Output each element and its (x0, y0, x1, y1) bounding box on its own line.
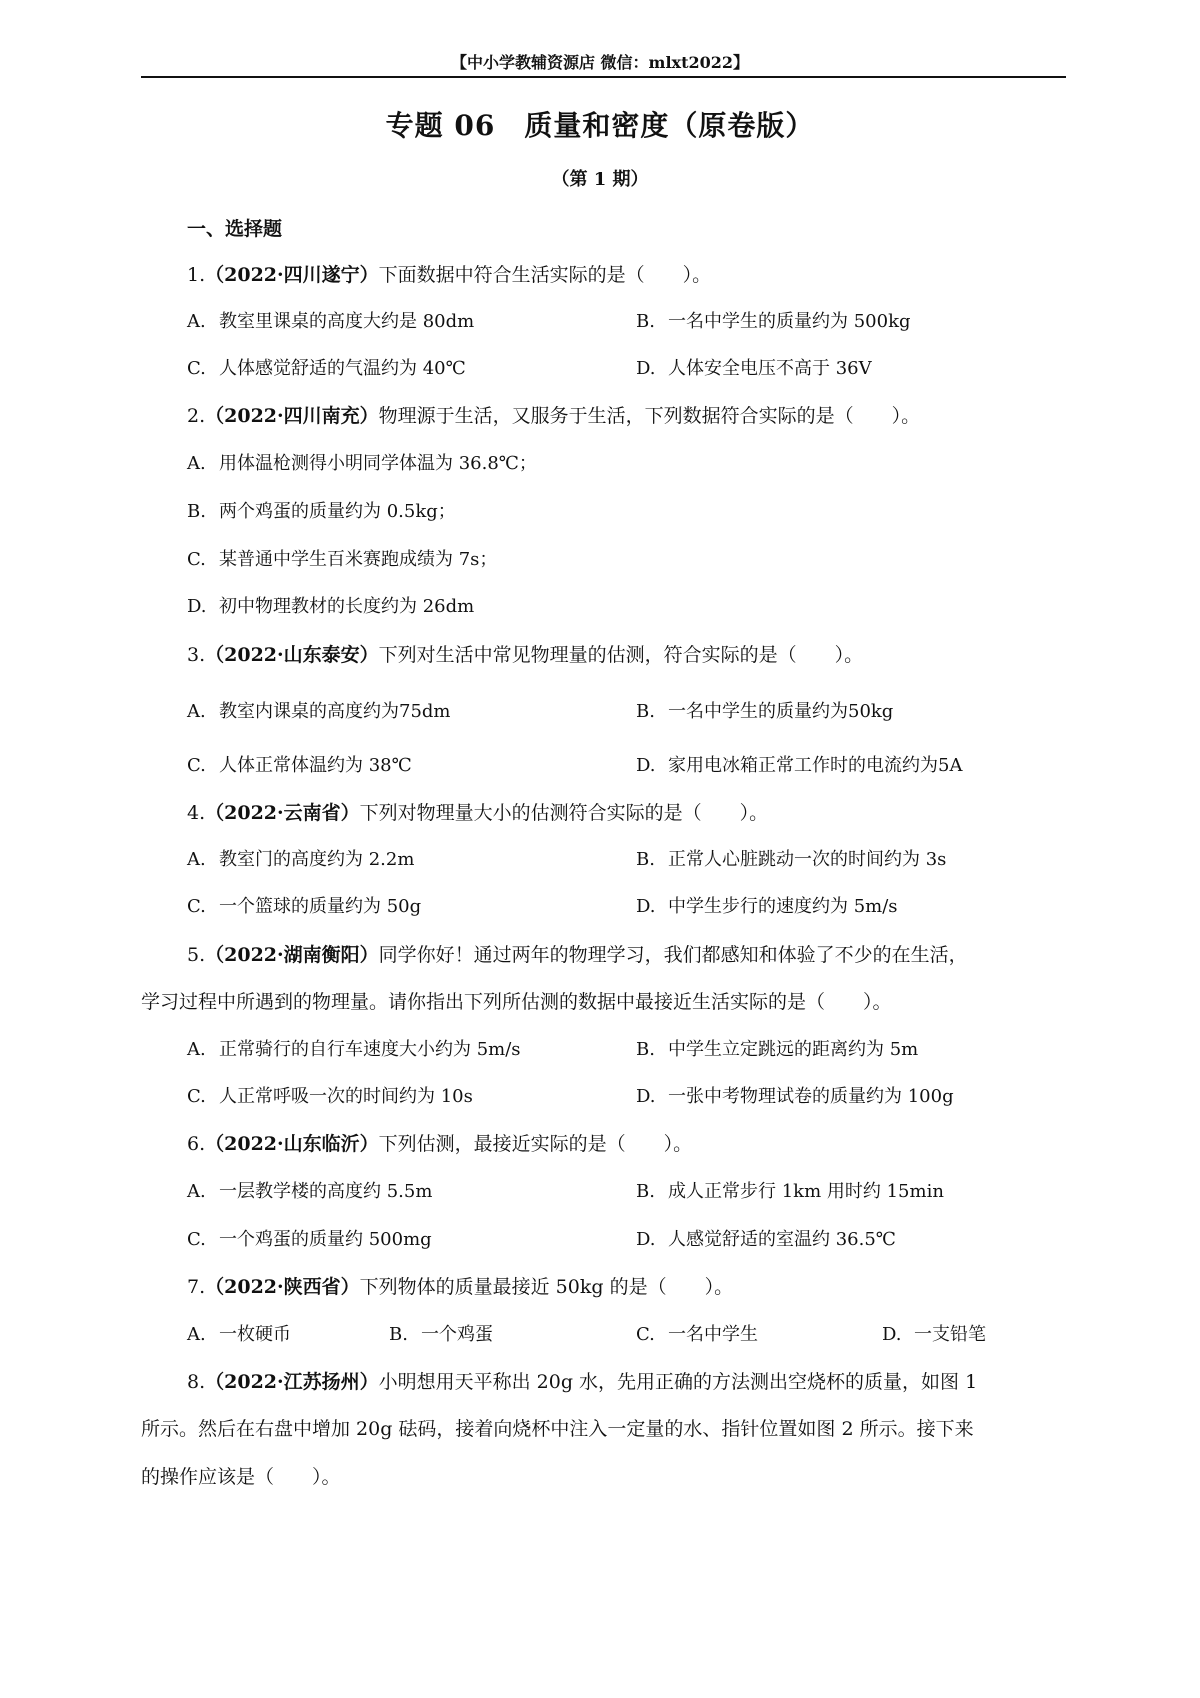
question-number: 8. (187, 1371, 206, 1393)
question-number: 2. (187, 405, 206, 427)
question-text: 物理源于生活，又服务于生活，下列数据符合实际的是（ ）。 (378, 405, 921, 427)
option-a: A. 正常骑行的自行车速度大小约为 5m/s (187, 1039, 521, 1060)
question-text: 下面数据中符合生活实际的是（ ）。 (378, 264, 712, 286)
page-subtitle: （第 1 期） (551, 169, 649, 190)
question-source-tag: （2022·陕西省） (205, 1276, 360, 1298)
question-8-stem (187, 1367, 977, 1394)
question-5-stem (187, 940, 968, 967)
option-a: A. 一层教学楼的高度约 5.5m (187, 1181, 433, 1202)
option-d: D. 初中物理教材的长度约为 26dm (187, 596, 475, 617)
question-text: 下列估测，最接近实际的是（ ）。 (378, 1133, 693, 1155)
option-d: D. 一支铅笔 (882, 1324, 986, 1345)
option-a: A. 教室门的高度约为 2.2m (187, 849, 415, 870)
question-source-tag: （2022·山东临沂） (205, 1133, 379, 1155)
question-source-tag: （2022·江苏扬州） (205, 1371, 379, 1393)
question-4-stem (187, 798, 768, 825)
option-c: C. 某普通中学生百米赛跑成绩为 7s； (187, 549, 498, 570)
question-number: 6. (187, 1133, 206, 1155)
option-d: D. 中学生步行的速度约为 5m/s (636, 896, 898, 917)
question-2-stem (187, 401, 920, 428)
option-b: B. 两个鸡蛋的质量约为 0.5kg； (187, 501, 456, 522)
question-7-stem (187, 1272, 733, 1299)
question-number: 1. (187, 264, 206, 286)
question-source-tag: （2022·四川遂宁） (205, 264, 379, 286)
option-a: A. 教室里课桌的高度大约是 80dm (187, 311, 475, 332)
question-6-stem (187, 1129, 692, 1156)
question-8-stem-line-2: 所示。然后在右盘中增加 20g 砝码，接着向烧杯中注入一定量的水、指针位置如图 2 所示。接下来 (141, 1418, 974, 1440)
option-a: A. 用体温枪测得小明同学体温为 36.8℃； (187, 453, 537, 474)
option-c: C. 一个篮球的质量约为 50g (187, 896, 422, 917)
question-text: 下列物体的质量最接近 50kg 的是（ ）。 (359, 1276, 734, 1298)
question-number: 3. (187, 644, 206, 666)
question-number: 4. (187, 802, 206, 824)
question-number: 5. (187, 944, 206, 966)
option-b: B. 一名中学生的质量约为50kg (636, 701, 894, 722)
option-d: D. 家用电冰箱正常工作时的电流约为5A (636, 755, 963, 776)
question-1-stem (187, 260, 711, 287)
option-b: B. 中学生立定跳远的距离约为 5m (636, 1039, 919, 1060)
page-title: 专题 06 质量和密度（原卷版） (385, 109, 815, 142)
page-header: 【中小学教辅资源店 微信：mlxt2022】 (450, 53, 750, 72)
option-d: D. 人体安全电压不高于 36V (636, 358, 872, 379)
header-divider (141, 76, 1066, 78)
question-source-tag: （2022·四川南充） (205, 405, 379, 427)
option-b: B. 一名中学生的质量约为 500kg (636, 311, 911, 332)
question-5-stem-line-2: 学习过程中所遇到的物理量。请你指出下列所估测的数据中最接近生活实际的是（ ）。 (141, 991, 892, 1013)
option-b: B. 一个鸡蛋 (389, 1324, 493, 1345)
option-b: B. 正常人心脏跳动一次的时间约为 3s (636, 849, 947, 870)
question-3-stem (187, 640, 863, 667)
question-text: 小明想用天平称出 20g 水，先用正确的方法测出空烧杯的质量，如图 1 (378, 1371, 978, 1393)
option-a: A. 一枚硬币 (187, 1324, 291, 1345)
option-c: C. 人体正常体温约为 38℃ (187, 755, 412, 776)
option-c: C. 一名中学生 (636, 1324, 758, 1345)
option-a: A. 教室内课桌的高度约为75dm (187, 701, 451, 722)
question-source-tag: （2022·湖南衡阳） (205, 944, 379, 966)
option-d: D. 人感觉舒适的室温约 36.5℃ (636, 1229, 896, 1250)
question-8-stem-line-3: 的操作应该是（ ）。 (141, 1466, 341, 1488)
option-c: C. 人体感觉舒适的气温约为 40℃ (187, 358, 466, 379)
option-c: C. 一个鸡蛋的质量约 500mg (187, 1229, 432, 1250)
question-text: 下列对物理量大小的估测符合实际的是（ ）。 (359, 802, 769, 824)
option-b: B. 成人正常步行 1km 用时约 15min (636, 1181, 944, 1202)
section-heading: 一、选择题 (187, 218, 283, 240)
option-d: D. 一张中考物理试卷的质量约为 100g (636, 1086, 954, 1107)
question-source-tag: （2022·云南省） (205, 802, 360, 824)
question-source-tag: （2022·山东泰安） (205, 644, 379, 666)
question-text: 下列对生活中常见物理量的估测，符合实际的是（ ）。 (378, 644, 864, 666)
question-text: 同学你好！通过两年的物理学习，我们都感知和体验了不少的在生活， (378, 944, 968, 966)
option-c: C. 人正常呼吸一次的时间约为 10s (187, 1086, 473, 1107)
question-number: 7. (187, 1276, 206, 1298)
